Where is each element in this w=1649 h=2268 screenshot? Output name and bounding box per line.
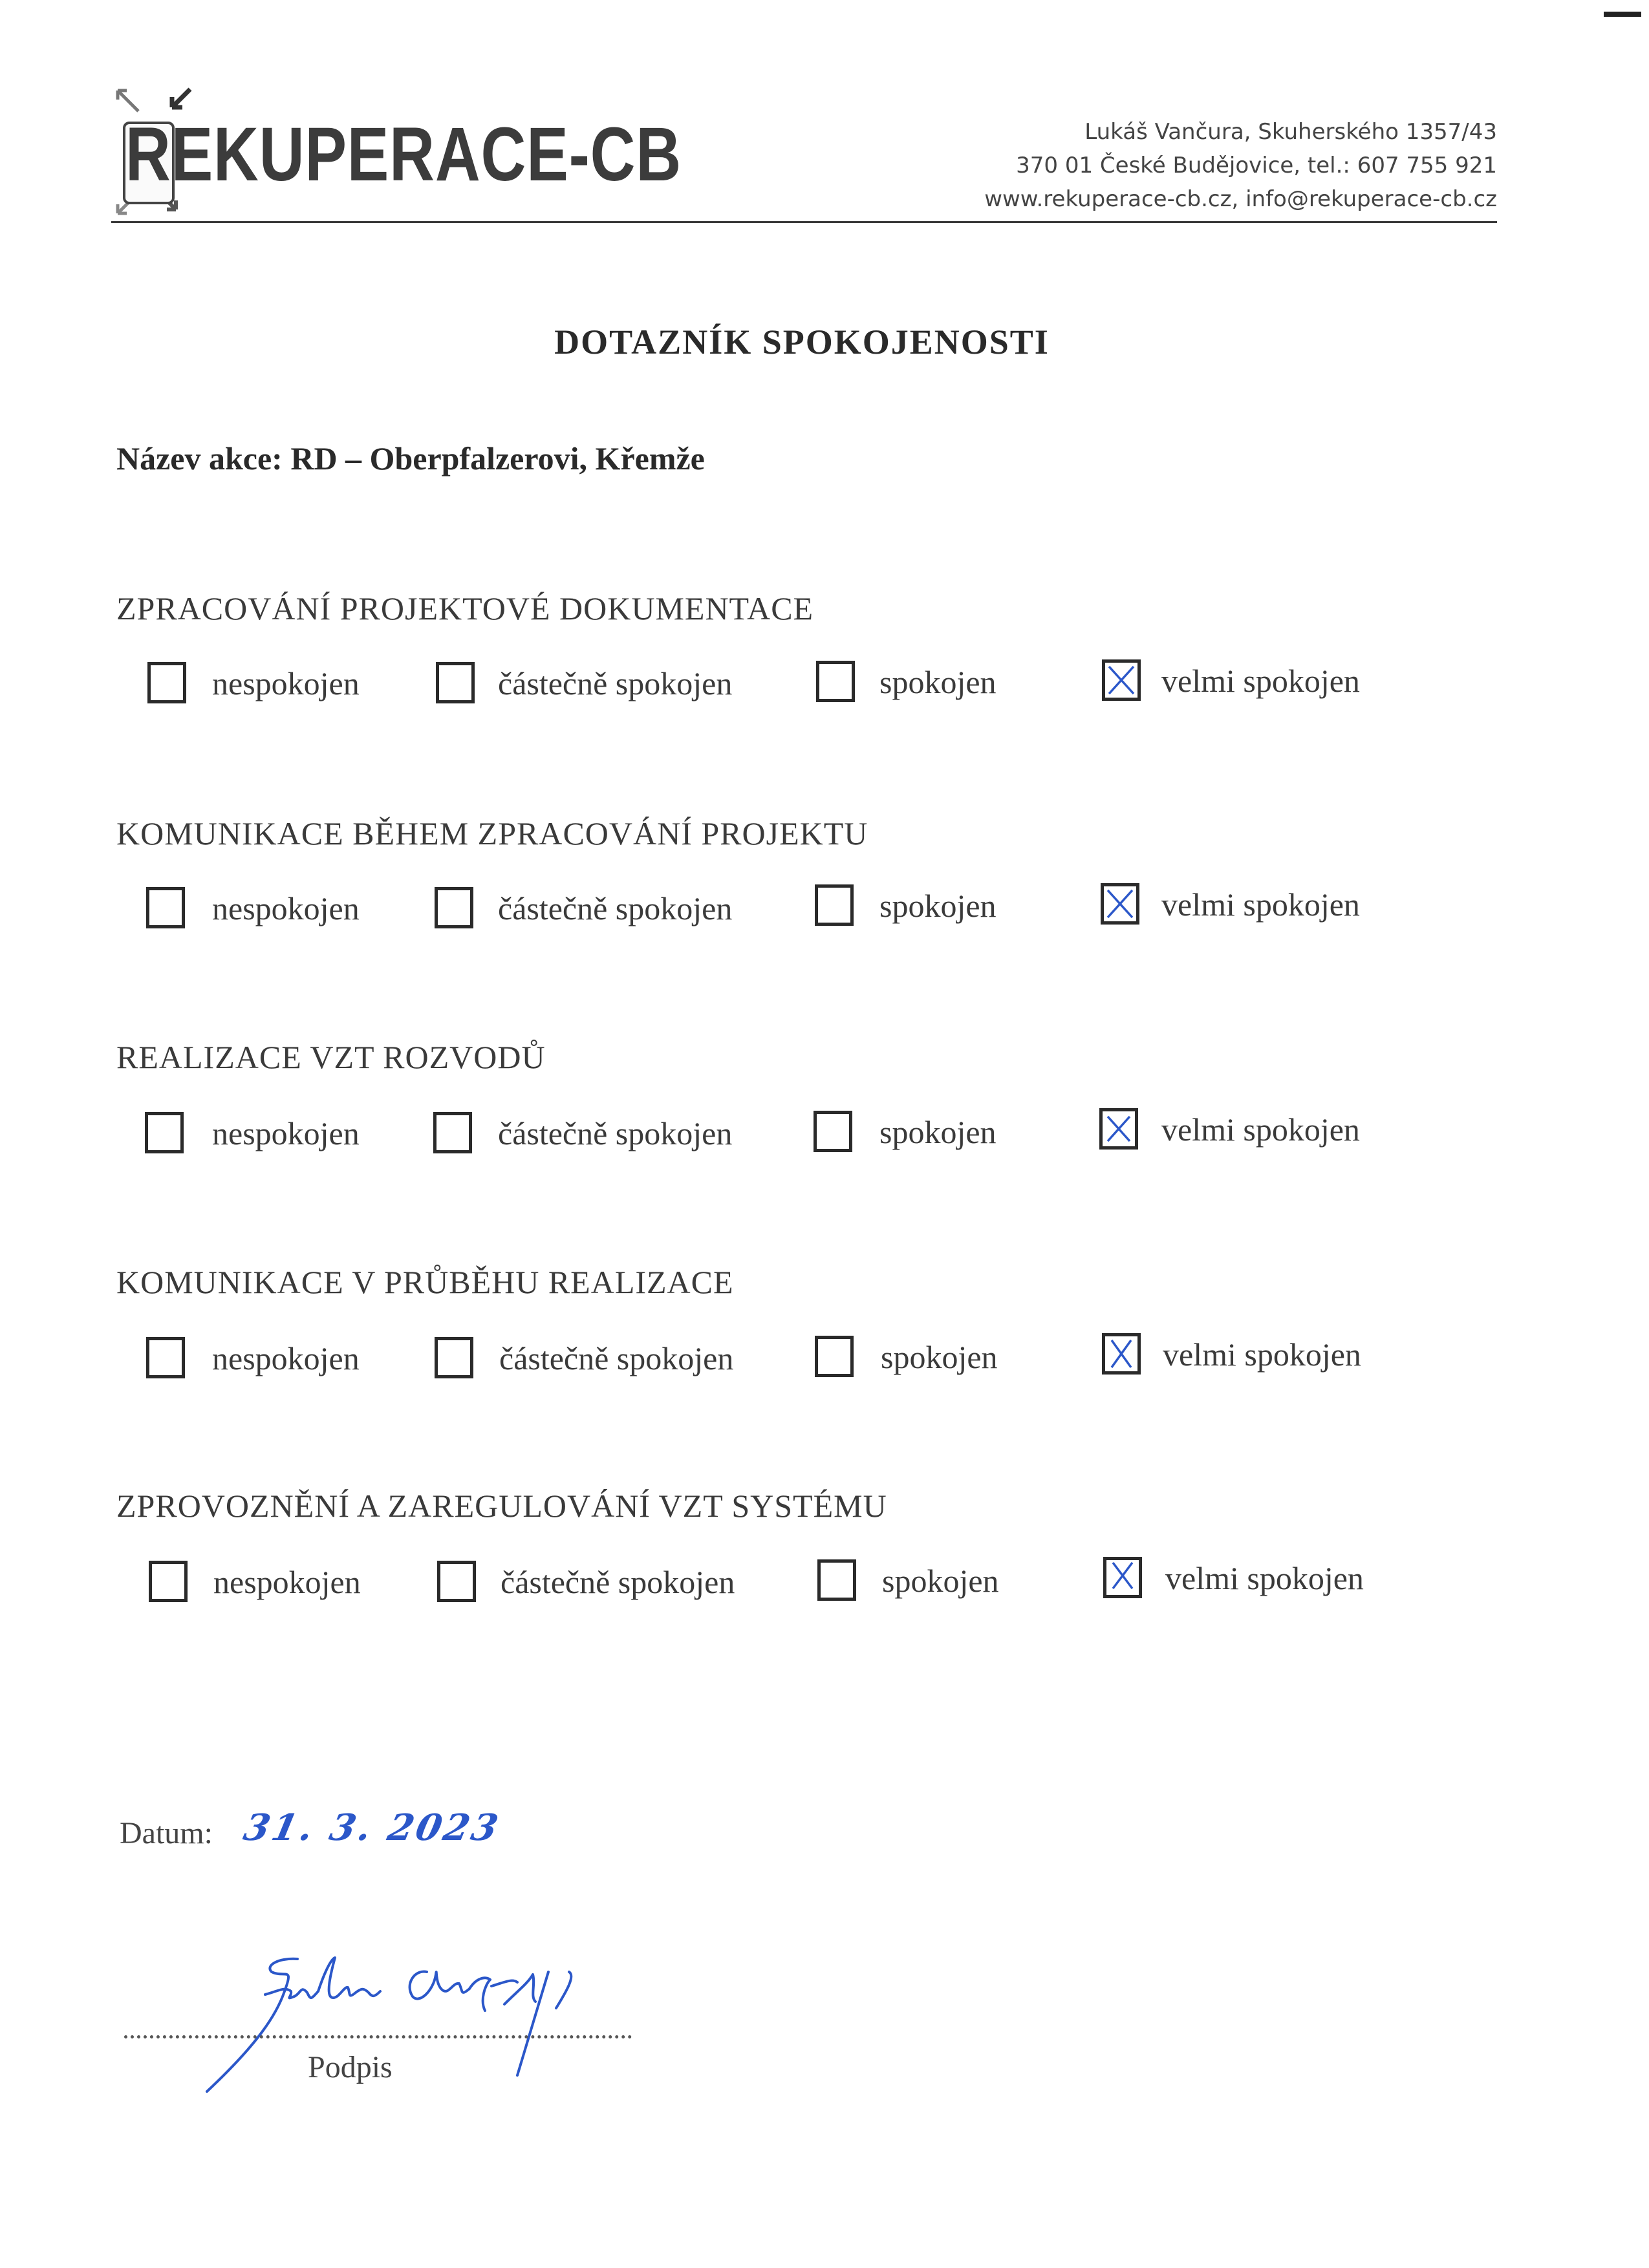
checkbox-checked[interactable]: [1101, 883, 1139, 925]
checkbox[interactable]: [433, 1112, 472, 1153]
option-label: částečně spokojen: [499, 1340, 734, 1376]
section-heading: REALIZACE VZT ROZVODŮ: [116, 1039, 546, 1075]
section-heading: KOMUNIKACE BĚHEM ZPRACOVÁNÍ PROJEKTU: [116, 815, 868, 851]
checkbox[interactable]: [816, 661, 855, 702]
contact-address: Lukáš Vančura, Skuherského 1357/43: [1084, 119, 1497, 145]
handwritten-signature: [181, 1946, 647, 2095]
checkbox[interactable]: [815, 1336, 854, 1377]
option-label: nespokojen: [212, 890, 360, 926]
checkbox[interactable]: [436, 662, 475, 703]
option-label: částečně spokojen: [498, 1115, 733, 1151]
checkbox-checked[interactable]: [1102, 659, 1141, 701]
section-heading: KOMUNIKACE V PRŮBĚHU REALIZACE: [116, 1264, 734, 1300]
option-label: spokojen: [879, 888, 997, 924]
checkbox[interactable]: [814, 1111, 852, 1152]
checkbox[interactable]: [146, 1337, 185, 1378]
option-label: nespokojen: [213, 1564, 361, 1600]
checkbox[interactable]: [435, 1337, 473, 1378]
checkbox[interactable]: [149, 1561, 188, 1602]
survey-section: [116, 815, 1474, 983]
checkmark-x-icon: [1105, 1336, 1137, 1371]
option-label: spokojen: [881, 1339, 998, 1375]
option-label: nespokojen: [212, 665, 360, 701]
option-label: velmi spokojen: [1161, 886, 1360, 923]
option-label: spokojen: [882, 1563, 999, 1599]
checkmark-x-icon: [1106, 1560, 1139, 1595]
contact-block: [984, 115, 1497, 216]
checkbox[interactable]: [145, 1112, 184, 1153]
signature-label: Podpis: [308, 2050, 393, 2084]
checkbox-checked[interactable]: [1099, 1108, 1138, 1150]
checkbox[interactable]: [437, 1561, 476, 1602]
section-heading: ZPROVOZNĚNÍ A ZAREGULOVÁNÍ VZT SYSTÉMU: [116, 1488, 887, 1524]
checkmark-x-icon: [1104, 886, 1136, 921]
survey-section: [116, 1487, 1474, 1655]
option-label: nespokojen: [212, 1340, 360, 1376]
checkmark-x-icon: [1103, 1111, 1135, 1146]
option-label: velmi spokojen: [1163, 1336, 1361, 1373]
option-label: částečně spokojen: [501, 1564, 735, 1600]
survey-section: [116, 1263, 1474, 1431]
option-label: velmi spokojen: [1165, 1560, 1364, 1596]
contact-city-phone: 370 01 České Budějovice, tel.: 607 755 921: [1016, 153, 1497, 178]
letterhead: [111, 84, 1497, 223]
checkbox[interactable]: [146, 887, 185, 928]
option-label: částečně spokojen: [498, 665, 733, 701]
logo-wordmark: REKUPERACE-CB: [125, 112, 682, 197]
handwritten-date: 31. 3. 2023: [239, 1806, 504, 1849]
checkbox-checked[interactable]: [1103, 1557, 1142, 1598]
company-logo: [111, 84, 693, 220]
scan-mark: [1604, 12, 1641, 17]
option-label: spokojen: [879, 1114, 997, 1150]
option-label: velmi spokojen: [1161, 663, 1360, 699]
event-name: Název akce: RD – Oberpfalzerovi, Křemže: [116, 440, 705, 476]
option-label: nespokojen: [212, 1115, 360, 1151]
checkbox[interactable]: [435, 887, 473, 928]
option-label: částečně spokojen: [498, 890, 733, 926]
checkbox[interactable]: [147, 662, 186, 703]
checkmark-x-icon: [1105, 663, 1137, 698]
checkbox[interactable]: [817, 1559, 856, 1601]
option-label: velmi spokojen: [1161, 1111, 1360, 1148]
survey-section: [116, 590, 1474, 758]
date-label: Datum:: [120, 1816, 213, 1850]
checkbox-checked[interactable]: [1102, 1333, 1141, 1375]
section-heading: ZPRACOVÁNÍ PROJEKTOVÉ DOKUMENTACE: [116, 590, 814, 626]
checkbox[interactable]: [815, 884, 854, 926]
document-title: DOTAZNÍK SPOKOJENOSTI: [554, 323, 1050, 361]
survey-section: [116, 1038, 1474, 1206]
signature-line: [124, 2035, 632, 2038]
option-label: spokojen: [879, 664, 997, 700]
contact-web-email: www.rekuperace-cb.cz, info@rekuperace-cb.cz: [984, 186, 1497, 212]
